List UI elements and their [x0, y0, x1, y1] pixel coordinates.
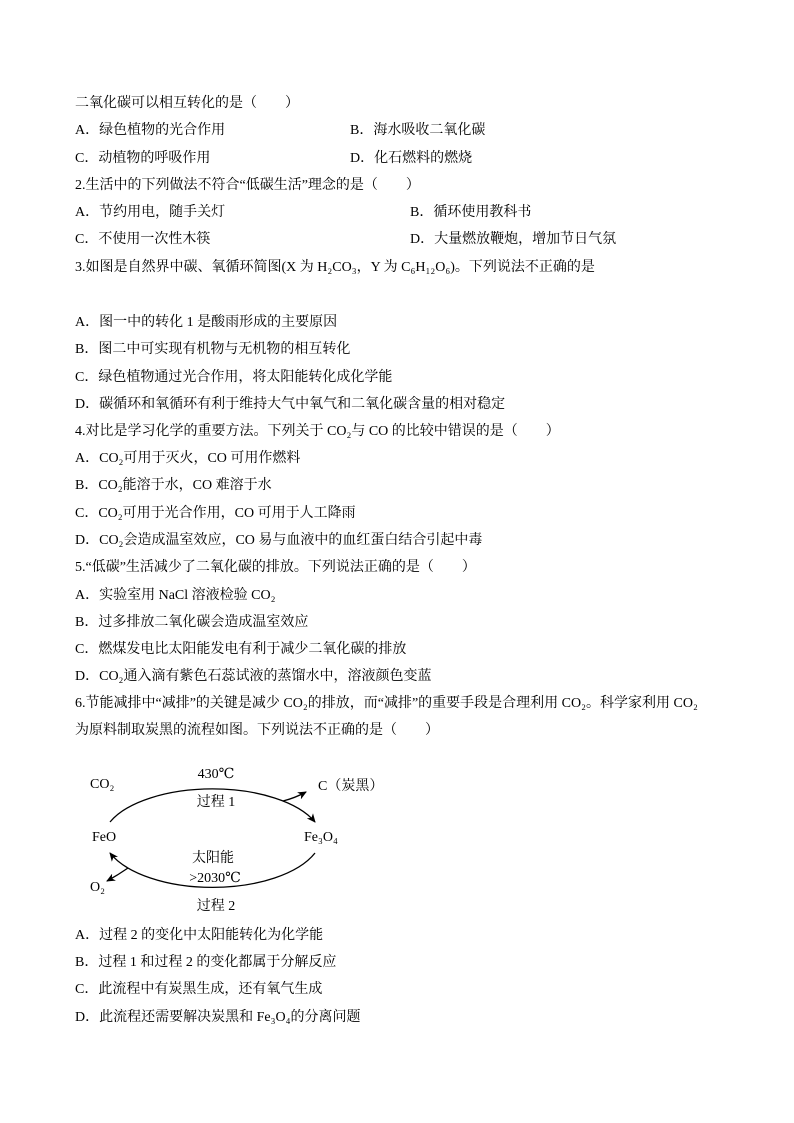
- q6-option-b: B．过程 1 和过程 2 的变化都属于分解反应: [75, 955, 337, 970]
- q4-option-d: D．CO₂会造成温室效应，CO 易与血液中的血红蛋白结合引起中毒: [75, 533, 483, 548]
- q3-option-a: A．图一中的转化 1 是酸雨形成的主要原因: [75, 315, 338, 330]
- q5-option-a: A．实验室用 NaCl 溶液检验 CO₂: [75, 588, 276, 603]
- q6-option-c: C．此流程中有炭黑生成，还有氧气生成: [75, 982, 323, 997]
- q3-option-b: B．图二中可实现有机物与无机物的相互转化: [75, 342, 351, 357]
- q2-option-b: B．循环使用教科书: [410, 205, 532, 220]
- process2-condition-label: >2030℃: [189, 871, 241, 886]
- q6-option-d: D．此流程还需要解决炭黑和 Fe₃O₄的分离问题: [75, 1010, 361, 1025]
- feo-label: FeO: [92, 830, 117, 845]
- carbon-black-branch-arrow: [283, 792, 306, 801]
- carbon-black-flow-diagram: [80, 758, 400, 923]
- q1-options-row-1: [75, 117, 486, 144]
- q3-option-c: C．绿色植物通过光合作用，将太阳能转化成化学能: [75, 370, 393, 385]
- q5-option-b: B．过多排放二氧化碳会造成温室效应: [75, 615, 309, 630]
- q1-option-d: D．化石燃料的燃烧: [350, 151, 473, 166]
- q2-options-row-2: [75, 226, 617, 253]
- q1-option-b: B．海水吸收二氧化碳: [350, 123, 486, 138]
- reactant-co2-label: CO₂: [90, 777, 115, 792]
- q6-stem-line-2: 为原料制取炭黑的流程如图。下列说法不正确的是（ ）: [75, 723, 439, 738]
- q5-option-d: D．CO₂通入滴有紫色石蕊试液的蒸馏水中，溶液颜色变蓝: [75, 669, 432, 684]
- q3-option-d: D．碳循环和氧循环有利于维持大气中氧气和二氧化碳含量的相对稳定: [75, 397, 506, 412]
- q2-stem: 2.生活中的下列做法不符合“低碳生活”理念的是（ ）: [75, 178, 420, 193]
- q4-option-b: B．CO₂能溶于水，CO 难溶于水: [75, 478, 272, 493]
- q2-option-a: A．节约用电，随手关灯: [75, 205, 226, 220]
- q3-stem: 3.如图是自然界中碳、氧循环简图(X 为 H₂CO₃，Y 为 C₆H₁₂O₆)。下列说法不正确的是: [75, 260, 595, 275]
- q1-option-c: C．动植物的呼吸作用: [75, 151, 211, 166]
- q4-option-a: A．CO₂可用于灭火，CO 可用作燃料: [75, 451, 301, 466]
- q6-stem-line-1: 6.节能减排中“减排”的关键是减少 CO₂的排放，而“减排”的重要手段是合理利用 CO₂。科学家利用 CO₂: [75, 696, 698, 711]
- q2-option-c: C．不使用一次性木筷: [75, 232, 211, 247]
- q5-option-c: C．燃煤发电比太阳能发电有利于减少二氧化碳的排放: [75, 642, 407, 657]
- q2-options-row-1: [75, 199, 532, 226]
- fe3o4-label: Fe₃O₄: [304, 830, 338, 845]
- product-oxygen-label: O₂: [90, 880, 105, 895]
- q2-option-d: D．大量燃放鞭炮，增加节日气氛: [410, 232, 617, 247]
- q4-stem: 4.对比是学习化学的重要方法。下列关于 CO₂与 CO 的比较中错误的是（ ）: [75, 424, 560, 439]
- q6-option-a: A．过程 2 的变化中太阳能转化为化学能: [75, 928, 324, 943]
- process1-condition-label: 430℃: [197, 767, 235, 782]
- q1-option-a: A．绿色植物的光合作用: [75, 123, 226, 138]
- process2-energy-label: 太阳能: [192, 851, 234, 866]
- q1-stem-tail: 二氧化碳可以相互转化的是（ ）: [75, 96, 299, 111]
- product-carbon-black-label: C（炭黑）: [318, 779, 384, 794]
- process2-label: 过程 2: [196, 899, 236, 914]
- q4-option-c: C．CO₂可用于光合作用，CO 可用于人工降雨: [75, 506, 356, 521]
- oxygen-branch-arrow: [107, 868, 128, 881]
- q1-options-row-2: [75, 145, 473, 172]
- q5-stem: 5.“低碳”生活减少了二氧化碳的排放。下列说法正确的是（ ）: [75, 560, 476, 575]
- process1-label: 过程 1: [196, 795, 236, 810]
